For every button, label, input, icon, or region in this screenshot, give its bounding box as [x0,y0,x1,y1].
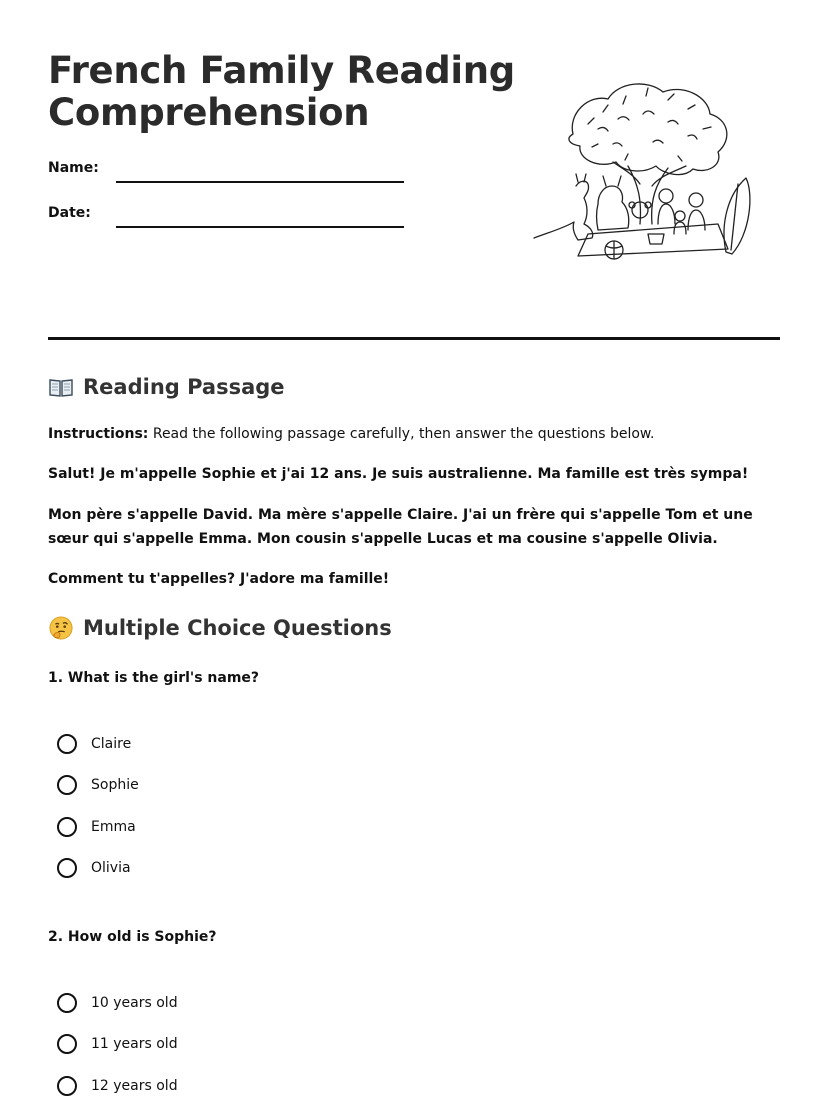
q1-option-emma[interactable] [57,814,136,840]
radio-button[interactable] [57,734,77,754]
question-1: 1. What is the girl's name? [48,670,260,686]
option-label: Claire [91,736,132,752]
name-line[interactable] [116,181,404,183]
passage-paragraph-2: Mon père s'appelle David. Ma mère s'appelle Claire. J'ai un frère qui s'appelle Tom et une sœur qui s'appelle Emma. Mon cousin s'appelle Lucas et ma cousine s'appelle Olivia. [48,507,753,547]
reading-passage-title: Reading Passage [83,375,285,399]
q2-option-12[interactable] [57,1073,178,1099]
option-label: 12 years old [91,1078,178,1094]
instructions [48,422,776,446]
name-label: Name: [48,160,99,176]
date-line[interactable] [116,226,404,228]
mcq-title: Multiple Choice Questions [83,616,392,640]
q2-option-11[interactable] [57,1031,178,1057]
reading-passage-heading [48,375,285,399]
instructions-label: Instructions: [48,426,149,442]
radio-button[interactable] [57,817,77,837]
option-label: 10 years old [91,995,178,1011]
open-book-icon [48,375,74,399]
radio-button[interactable] [57,1034,77,1054]
option-label: Sophie [91,777,139,793]
option-label: 11 years old [91,1036,178,1052]
option-label: Emma [91,819,136,835]
q1-option-claire[interactable] [57,731,131,757]
passage-paragraph-1: Salut! Je m'appelle Sophie et j'ai 12 ans. Je suis australienne. Ma famille est très sympa! [48,466,749,482]
question-2: 2. How old is Sophie? [48,929,217,945]
radio-button[interactable] [57,775,77,795]
option-label: Olivia [91,860,131,876]
family-picnic-illustration [528,74,760,262]
radio-button[interactable] [57,858,77,878]
instructions-text: Read the following passage carefully, then answer the questions below. [148,426,655,442]
mcq-heading [48,616,392,640]
radio-button[interactable] [57,993,77,1013]
name-field [48,160,99,176]
passage-paragraph-3: Comment tu t'appelles? J'adore ma famille! [48,571,390,587]
q2-option-10[interactable] [57,990,178,1016]
page-title: French Family Reading Comprehension [48,49,515,134]
thinking-face-icon [48,616,74,640]
q1-option-olivia[interactable] [57,855,131,881]
section-divider [48,337,780,340]
date-field [48,205,91,221]
date-label: Date: [48,205,91,221]
radio-button[interactable] [57,1076,77,1096]
q1-option-sophie[interactable] [57,772,139,798]
